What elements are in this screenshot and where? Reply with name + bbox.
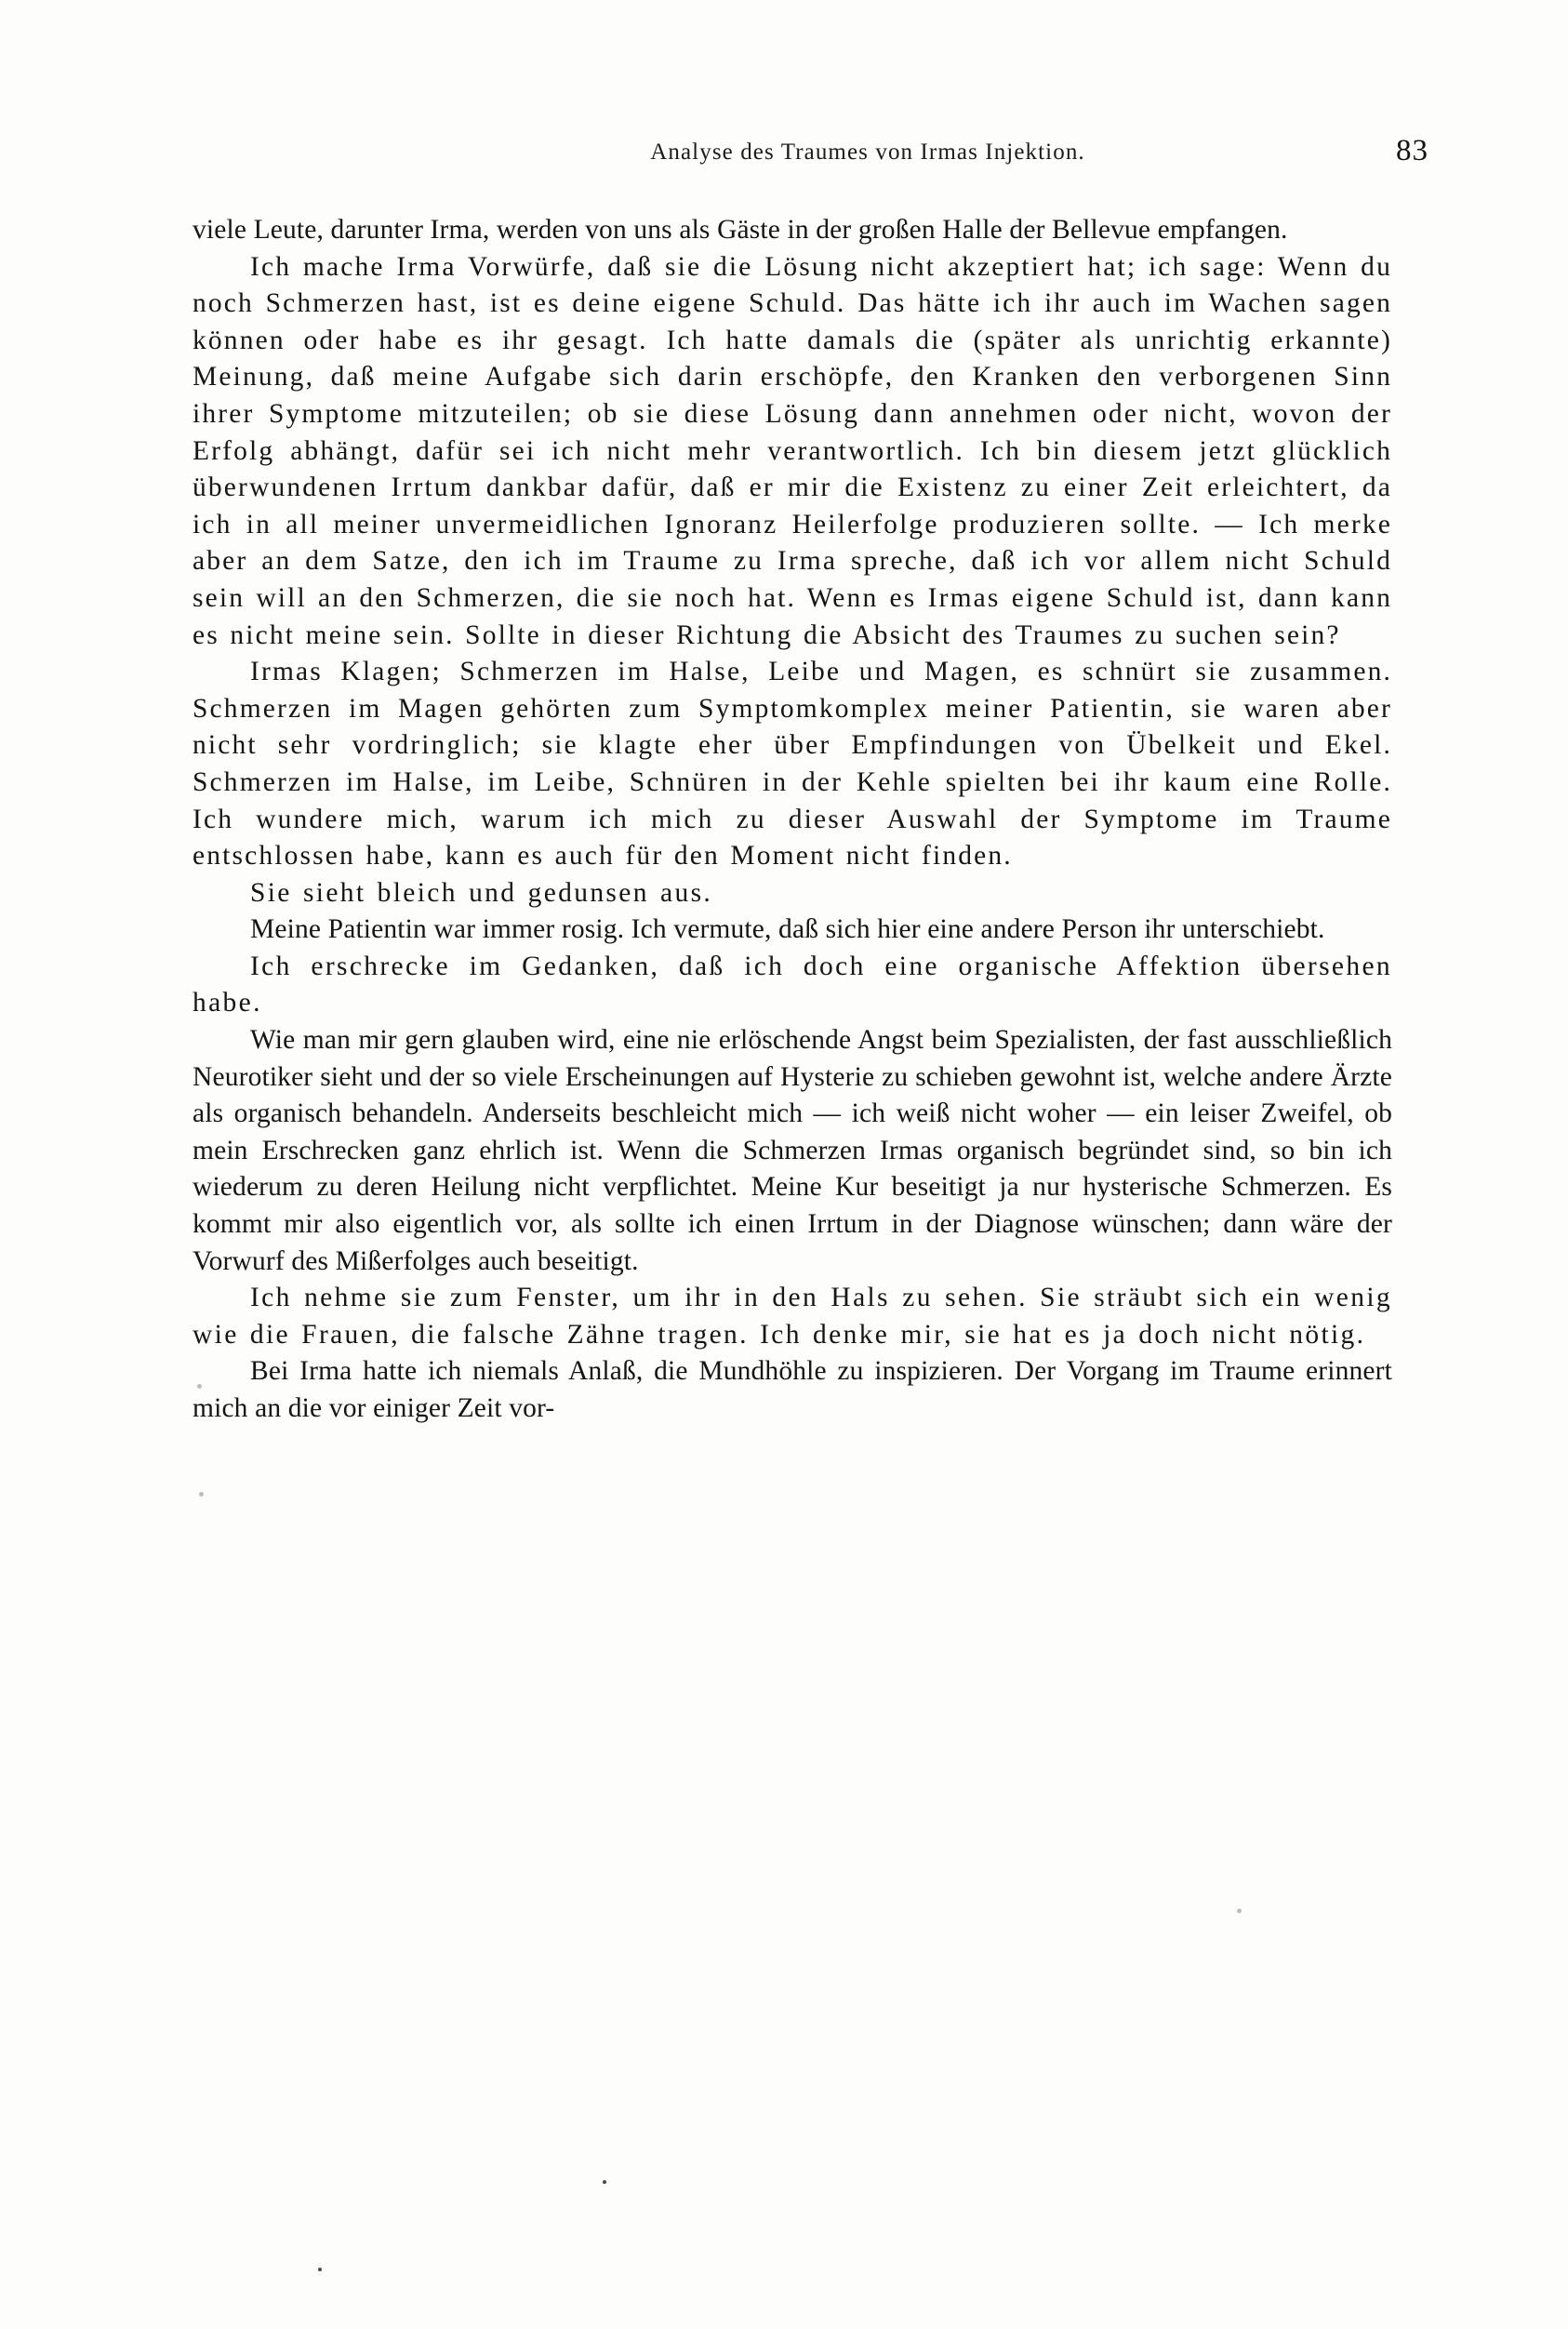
paragraph-2: Ich mache Irma Vorwürfe, daß sie die Lösung nicht akzeptiert hat; ich sage: Wenn du noch Schmerzen hast, ist es deine eigene Schuld. Das hätte ich ihr auch im Wachen sagen können oder habe es ihr gesagt. Ich hatte damals die (später als unrichtig erkannte) Meinung, daß meine Aufgabe sich darin erschöpfe, den Kranken den verborgenen Sinn ihrer Symptome mitzuteilen; ob sie diese Lösung dann annehmen oder nicht, wovon der Erfolg abhängt, dafür sei ich nicht mehr verantwortlich. Ich bin diesem jetzt glücklich überwundenen Irrtum dankbar dafür, daß er mir die Existenz zu einer Zeit erleichtert, da ich in all meiner unvermeidlichen Ignoranz Heilerfolge produzieren sollte. — Ich merke aber an dem Satze, den ich im Traume zu Irma spreche, daß ich vor allem nicht Schuld sein will an den Schmerzen, die sie noch hat. Wenn es Irmas eigene Schuld ist, dann kann es nicht meine sein. Sollte in dieser Richtung die Absicht des Traumes zu suchen sein? xyxy=(193,251,1392,650)
paragraph-3: Irmas Klagen; Schmerzen im Halse, Leibe und Magen, es schnürt sie zusammen. Schmerzen im Magen gehörten zum Symptomkomplex meiner Patientin, sie waren aber nicht sehr vordringlich; sie klagte eher über Empfindungen von Übelkeit und Ekel. Schmerzen im Halse, im Leibe, Schnüren in der Kehle spielten bei ihr kaum eine Rolle. Ich wundere mich, warum ich mich zu dieser Auswahl der Symptome im Traume entschlossen habe, kann es auch für den Moment nicht finden. xyxy=(193,657,1392,872)
page-number: 83 xyxy=(1396,134,1428,167)
paragraph-6: Ich erschrecke im Gedanken, daß ich doch eine organische Affektion übersehen habe. xyxy=(193,951,1392,1018)
paragraph-5: Meine Patientin war immer rosig. Ich vermute, daß sich hier eine andere Person ihr unterschiebt. xyxy=(250,914,1325,945)
paragraph-7: Wie man mir gern glauben wird, eine nie erlöschende Angst beim Spezialisten, der fast ausschließlich Neurotiker sieht und der so viele Erscheinungen auf Hysterie zu schieben gewohnt ist, welche andere Ärzte als organisch behandeln. Anderseits beschleicht mich — ich weiß nicht woher — ein leiser Zweifel, ob mein Erschrecken ganz ehrlich ist. Wenn die Schmerzen Irmas organisch begründet sind, so bin ich wiederum zu deren Heilung nicht verpflichtet. Meine Kur beseitigt ja nur hysterische Schmerzen. Es kommt mir also eigentlich vor, als sollte ich einen Irrtum in der Diagnose wünschen; dann wäre der Vorwurf des Mißerfolges auch beseitigt. xyxy=(193,1025,1392,1276)
body-text xyxy=(193,212,1392,1428)
running-head: Analyse des Traumes von Irmas Injektion. xyxy=(650,140,1085,165)
page-speck xyxy=(199,1492,204,1497)
page-footer-marks xyxy=(0,2124,1568,2329)
paragraph-9: Bei Irma hatte ich niemals Anlaß, die Mundhöhle zu inspizieren. Der Vorgang im Traume erinnert mich an die vor einiger Zeit vor- xyxy=(193,1356,1392,1423)
page-header xyxy=(195,134,1428,180)
paragraph-1: viele Leute, darunter Irma, werden von uns als Gäste in der großen Halle der Bellevue empfangen. xyxy=(193,215,1288,245)
page-speck xyxy=(197,1384,202,1389)
footer-dot xyxy=(318,2268,322,2271)
footer-dot xyxy=(603,2180,606,2184)
paragraph-8: Ich nehme sie zum Fenster, um ihr in den Hals zu sehen. Sie sträubt sich ein wenig wie die Frauen, die falsche Zähne tragen. Ich denke mir, sie hat es ja doch nicht nötig. xyxy=(193,1283,1392,1350)
paragraph-4: Sie sieht bleich und gedunsen aus. xyxy=(250,877,713,908)
page-speck xyxy=(1237,1909,1242,1913)
